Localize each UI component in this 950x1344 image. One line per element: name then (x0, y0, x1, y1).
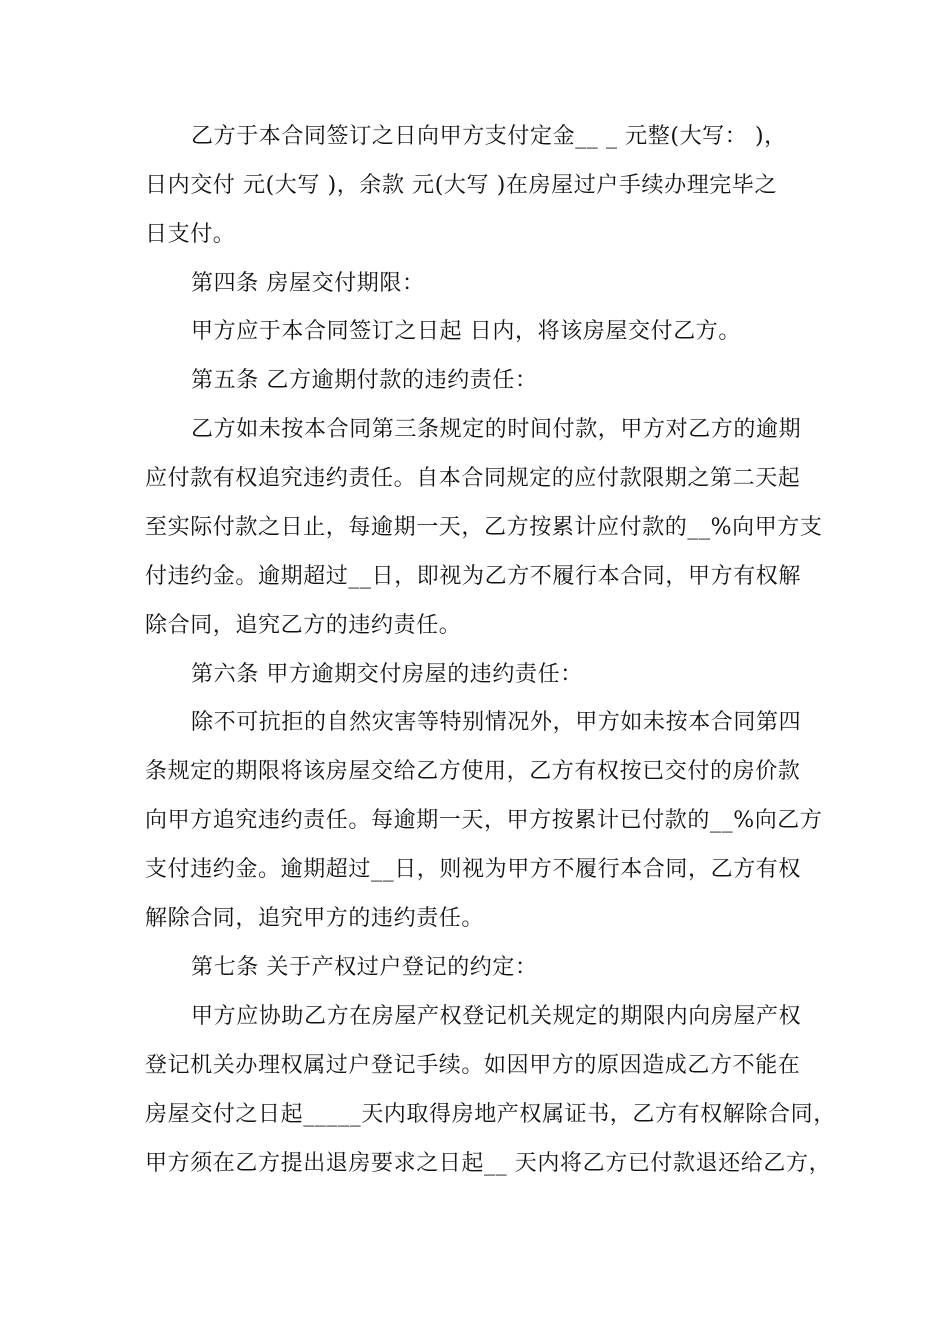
paragraph-line: 向甲方追究违约责任。每逾期一天，甲方按累计已付款的__%向乙方 (145, 808, 823, 833)
paragraph-line: 除合同，追究乙方的违约责任。 (145, 613, 462, 638)
paragraph-line: 甲方应协助乙方在房屋产权登记机关规定的期限内向房屋产权 (191, 1004, 802, 1029)
paragraph-line: 日内交付 元(大写 )，余款 元(大写 )在房屋过户手续办理完毕之 (145, 173, 778, 198)
paragraph-line: 除不可抗拒的自然灾害等特别情况外，甲方如未按本合同第四 (191, 710, 802, 735)
paragraph-line: 房屋交付之日起_____天内取得房地产权属证书，乙方有权解除合同， (145, 1102, 836, 1127)
paragraph-line: 甲方应于本合同签订之日起 日内，将该房屋交付乙方。 (191, 319, 741, 344)
paragraph-line: 条规定的期限将该房屋交给乙方使用，乙方有权按已交付的房价款 (145, 759, 801, 784)
paragraph-line: 至实际付款之日止，每逾期一天，乙方按累计应付款的__%向甲方支 (145, 515, 823, 540)
article-heading: 第六条 甲方逾期交付房屋的违约责任： (191, 662, 583, 687)
paragraph-line: 登记机关办理权属过户登记手续。如因甲方的原因造成乙方不能在 (145, 1053, 801, 1078)
paragraph-line: 解除合同，追究甲方的违约责任。 (145, 906, 485, 931)
paragraph-line: 乙方如未按本合同第三条规定的时间付款，甲方对乙方的逾期 (191, 417, 802, 442)
article-heading: 第四条 房屋交付期限： (191, 271, 425, 296)
article-heading: 第五条 乙方逾期付款的违约责任： (191, 368, 538, 393)
paragraph-line: 甲方须在乙方提出退房要求之日起__ 天内将乙方已付款退还给乙方， (145, 1151, 832, 1176)
paragraph-line: 支付违约金。逾期超过__日，则视为甲方不履行本合同，乙方有权 (145, 857, 802, 882)
paragraph-line: 应付款有权追究违约责任。自本合同规定的应付款限期之第二天起 (145, 466, 801, 491)
paragraph-line: 日支付。 (145, 222, 236, 247)
article-heading: 第七条 关于产权过户登记的约定： (191, 955, 538, 980)
paragraph-line: 乙方于本合同签订之日向甲方支付定金__ _ 元整(大写： )， (191, 124, 787, 149)
paragraph-line: 付违约金。逾期超过__日，即视为乙方不履行本合同，甲方有权解 (145, 564, 802, 589)
